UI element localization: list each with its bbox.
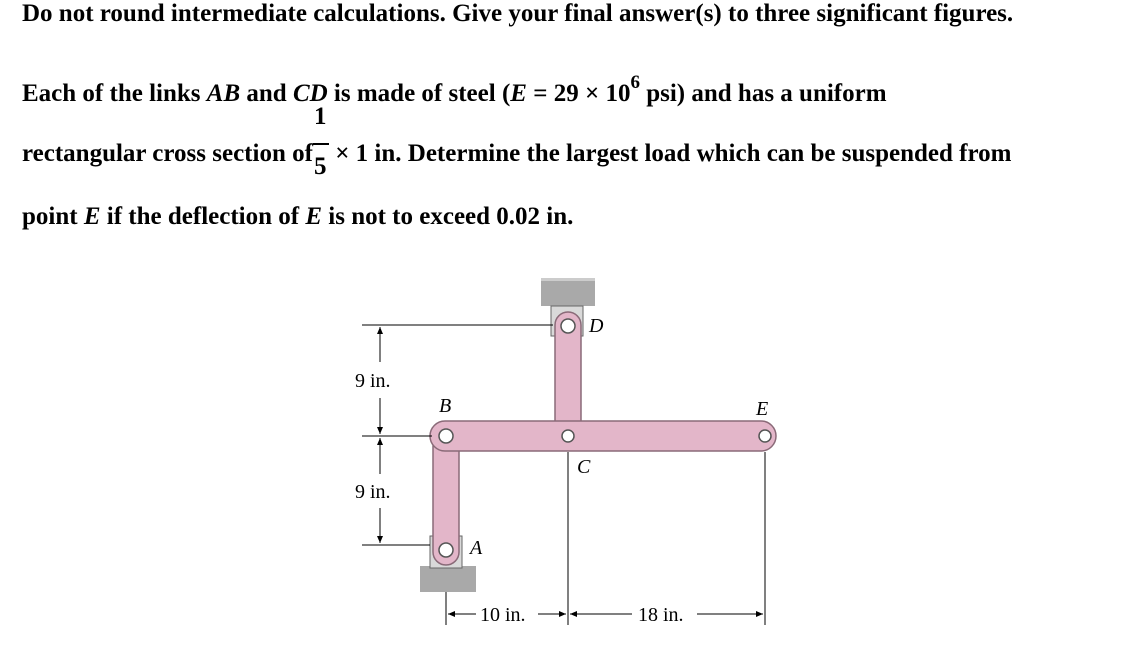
pin-c	[562, 430, 574, 442]
text-segment: is not to exceed 0.02 in.	[322, 203, 574, 230]
label-d: D	[589, 315, 604, 337]
label-c: C	[577, 456, 591, 478]
modulus-symbol: E	[510, 80, 527, 107]
text-segment: and	[240, 80, 293, 107]
top-support-hatch	[541, 278, 595, 281]
bottom-support	[420, 566, 476, 592]
point-e-label: E	[305, 203, 323, 230]
dim-upper-vertical: 9 in.	[355, 370, 391, 392]
exponent: 6	[630, 71, 640, 93]
dim-left-horizontal: 10 in.	[480, 604, 526, 626]
text-segment: is made of steel (	[327, 80, 511, 107]
dim-right-horizontal: 18 in.	[638, 604, 684, 626]
text-segment: Each of the links	[22, 80, 207, 107]
pin-b	[439, 429, 453, 443]
label-b: B	[439, 395, 452, 417]
text-segment: rectangular cross section of	[22, 140, 313, 167]
top-support	[541, 278, 595, 306]
dim-lower-vertical: 9 in.	[355, 481, 391, 503]
instruction-text: Do not round intermediate calculations. Give your final answer(s) to three significant figures.	[22, 0, 1014, 27]
rigid-bar-bce	[430, 421, 776, 451]
text-segment: point	[22, 203, 84, 230]
text-segment: × 1 in. Determine the largest load which can be suspended from	[328, 140, 1012, 167]
point-e-label: E	[83, 203, 101, 230]
link-ab-label: AB	[206, 80, 241, 107]
fraction-numerator: 1	[313, 103, 327, 130]
modulus-value: = 29 × 10	[526, 80, 631, 107]
link-cd-label: CD	[292, 80, 328, 107]
label-a: A	[470, 537, 483, 559]
pin-e	[759, 430, 771, 442]
fraction-denominator: 5	[313, 153, 327, 180]
text-segment: if the deflection of	[100, 203, 306, 230]
label-e: E	[756, 398, 769, 420]
pin-d	[561, 319, 575, 333]
text-segment: psi) and has a uniform	[639, 80, 887, 107]
pin-a	[439, 543, 453, 557]
